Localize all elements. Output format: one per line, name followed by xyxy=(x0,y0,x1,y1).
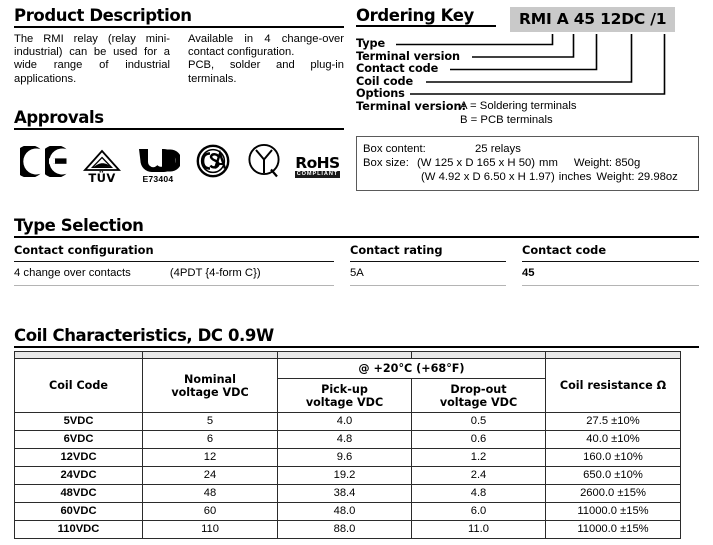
table-row xyxy=(15,467,681,485)
box-size-inches-unit: inches xyxy=(558,171,592,184)
nominal-voltage-cell: 48 xyxy=(143,485,278,503)
nominal-voltage-cell: 110 xyxy=(143,521,278,539)
header-pickup-line1: Pick-up xyxy=(321,382,368,396)
leader-label-type: Type xyxy=(356,37,386,50)
box-content-value: 25 relays xyxy=(475,143,521,156)
coil-characteristics-title: Coil Characteristics, DC 0.9W xyxy=(14,326,274,345)
header-temperature-group: @ +20°C (+68°F) xyxy=(278,359,546,379)
coil-code-cell: 48VDC xyxy=(15,485,143,503)
table-top-band xyxy=(15,352,681,359)
header-nominal-line1: Nominal xyxy=(184,372,236,386)
terminal-version-label: Terminal version: xyxy=(356,100,467,113)
dropout-voltage-cell: 4.8 xyxy=(412,485,546,503)
dropout-voltage-cell: 0.6 xyxy=(412,431,546,449)
column-header: Contact code xyxy=(522,240,699,262)
coil-code-cell: 110VDC xyxy=(15,521,143,539)
ordering-key-section xyxy=(356,6,699,191)
header-dropout-line1: Drop-out xyxy=(450,382,507,396)
nominal-voltage-cell: 60 xyxy=(143,503,278,521)
csa-mark xyxy=(186,136,239,184)
section-divider xyxy=(356,25,496,27)
ordering-key-leader-diagram xyxy=(356,34,699,100)
ce-mark xyxy=(14,136,75,184)
header-dropout-voltage xyxy=(412,379,546,413)
pickup-voltage-cell: 4.8 xyxy=(278,431,412,449)
table-row xyxy=(15,449,681,467)
product-description-text-right-2: PCB, solder and plug-in terminals. xyxy=(188,59,344,85)
coil-table-body xyxy=(15,413,681,539)
product-description-text-right-1: Available in 4 change-over contact configuration. xyxy=(188,33,344,59)
type-selection-column-contact-code xyxy=(522,240,699,286)
leader-label-contact-code: Contact code xyxy=(356,62,439,75)
csa-icon xyxy=(196,144,230,178)
tuv-triangle-icon xyxy=(82,149,122,173)
header-pickup-line2: voltage VDC xyxy=(305,395,384,409)
table-row xyxy=(15,485,681,503)
dropout-voltage-cell: 0.5 xyxy=(412,413,546,431)
ordering-key-title: Ordering Key xyxy=(356,6,474,25)
nominal-voltage-cell: 5 xyxy=(143,413,278,431)
product-description-section xyxy=(14,6,344,86)
part-number-display: RMI A 45 12DC /1 xyxy=(510,7,675,32)
section-divider xyxy=(14,236,699,238)
header-dropout-line2: voltage VDC xyxy=(439,395,518,409)
type-selection-section xyxy=(14,216,699,286)
coil-code-cell: 12VDC xyxy=(15,449,143,467)
rohs-mark xyxy=(291,136,344,184)
ul-file-number: E73404 xyxy=(142,174,174,184)
header-nominal-voltage xyxy=(143,359,278,413)
section-divider xyxy=(14,26,344,28)
ce-icon xyxy=(20,146,68,184)
approvals-section xyxy=(14,108,344,184)
table-row xyxy=(15,503,681,521)
dropout-voltage-cell: 1.2 xyxy=(412,449,546,467)
column-header: Contact rating xyxy=(350,240,506,262)
demko-mark xyxy=(240,136,291,184)
contact-configuration-value: 4 change over contacts xyxy=(14,267,131,279)
header-coil-resistance: Coil resistance Ω xyxy=(546,359,681,413)
ul-mark xyxy=(130,136,187,184)
terminal-version-option-b: B = PCB terminals xyxy=(460,113,553,126)
coil-resistance-cell: 40.0 ±10% xyxy=(546,431,681,449)
section-divider xyxy=(14,346,699,348)
d-circle-icon xyxy=(247,142,283,180)
coil-resistance-cell: 650.0 ±10% xyxy=(546,467,681,485)
leader-label-options: Options xyxy=(356,87,405,100)
table-row xyxy=(15,521,681,539)
terminal-version-option-a: A = Soldering terminals xyxy=(460,100,577,112)
header-nominal-line2: voltage VDC xyxy=(171,385,249,399)
leader-label-terminal-version: Terminal version xyxy=(356,49,460,63)
section-divider xyxy=(14,128,344,130)
type-selection-column-contact-configuration xyxy=(14,240,350,286)
contact-rating-value: 5A xyxy=(350,267,364,279)
ul-icon xyxy=(136,147,180,174)
approvals-title: Approvals xyxy=(14,108,104,127)
coil-resistance-cell: 160.0 ±10% xyxy=(546,449,681,467)
dropout-voltage-cell: 11.0 xyxy=(412,521,546,539)
coil-code-cell: 24VDC xyxy=(15,467,143,485)
coil-characteristics-table xyxy=(14,351,681,539)
table-row xyxy=(522,262,699,286)
rohs-label: RoHS xyxy=(295,153,340,172)
column-header: Contact configuration xyxy=(14,240,334,262)
nominal-voltage-cell: 24 xyxy=(143,467,278,485)
contact-configuration-subvalue: (4PDT {4-form C}) xyxy=(169,267,261,279)
table-row xyxy=(14,262,334,286)
pickup-voltage-cell: 19.2 xyxy=(278,467,412,485)
box-size-label: Box size: xyxy=(363,157,409,170)
box-size-inches: (W 4.92 x D 6.50 x H 1.97) xyxy=(421,171,555,184)
pickup-voltage-cell: 48.0 xyxy=(278,503,412,521)
coil-resistance-cell: 27.5 ±10% xyxy=(546,413,681,431)
table-row xyxy=(15,431,681,449)
pickup-voltage-cell: 88.0 xyxy=(278,521,412,539)
rohs-sublabel: COMPLIANT xyxy=(296,171,339,177)
terminal-version-legend xyxy=(356,100,699,127)
box-info-panel xyxy=(356,136,699,191)
box-content-label: Box content: xyxy=(363,143,426,156)
nominal-voltage-cell: 6 xyxy=(143,431,278,449)
leader-label-coil-code: Coil code xyxy=(356,74,414,88)
product-description-text-left: The RMI relay (relay mini-industrial) can be used for a wide range of industrial applications. xyxy=(14,33,170,85)
table-row xyxy=(15,413,681,431)
table-row xyxy=(350,262,506,286)
dropout-voltage-cell: 6.0 xyxy=(412,503,546,521)
coil-code-cell: 6VDC xyxy=(15,431,143,449)
pickup-voltage-cell: 4.0 xyxy=(278,413,412,431)
coil-resistance-cell: 11000.0 ±15% xyxy=(546,503,681,521)
type-selection-title: Type Selection xyxy=(14,216,144,235)
dropout-voltage-cell: 2.4 xyxy=(412,467,546,485)
header-coil-code: Coil Code xyxy=(15,359,143,413)
tuv-label: TÜV xyxy=(88,171,116,185)
box-size-mm: (W 125 x D 165 x H 50) xyxy=(417,157,536,170)
box-weight-grams: Weight: 850g xyxy=(573,157,641,170)
coil-resistance-cell: 2600.0 ±15% xyxy=(546,485,681,503)
pickup-voltage-cell: 9.6 xyxy=(278,449,412,467)
type-selection-column-contact-rating xyxy=(350,240,522,286)
contact-code-value: 45 xyxy=(522,267,535,279)
header-pickup-voltage xyxy=(278,379,412,413)
pickup-voltage-cell: 38.4 xyxy=(278,485,412,503)
box-size-mm-unit: mm xyxy=(539,157,558,170)
coil-code-cell: 5VDC xyxy=(15,413,143,431)
coil-code-cell: 60VDC xyxy=(15,503,143,521)
tuv-mark xyxy=(75,136,130,184)
box-weight-ounces: Weight: 29.98oz xyxy=(596,171,678,184)
approval-marks-row xyxy=(14,136,344,184)
coil-resistance-cell: 11000.0 ±15% xyxy=(546,521,681,539)
product-description-title: Product Description xyxy=(14,6,192,25)
coil-characteristics-section xyxy=(14,326,699,539)
nominal-voltage-cell: 12 xyxy=(143,449,278,467)
